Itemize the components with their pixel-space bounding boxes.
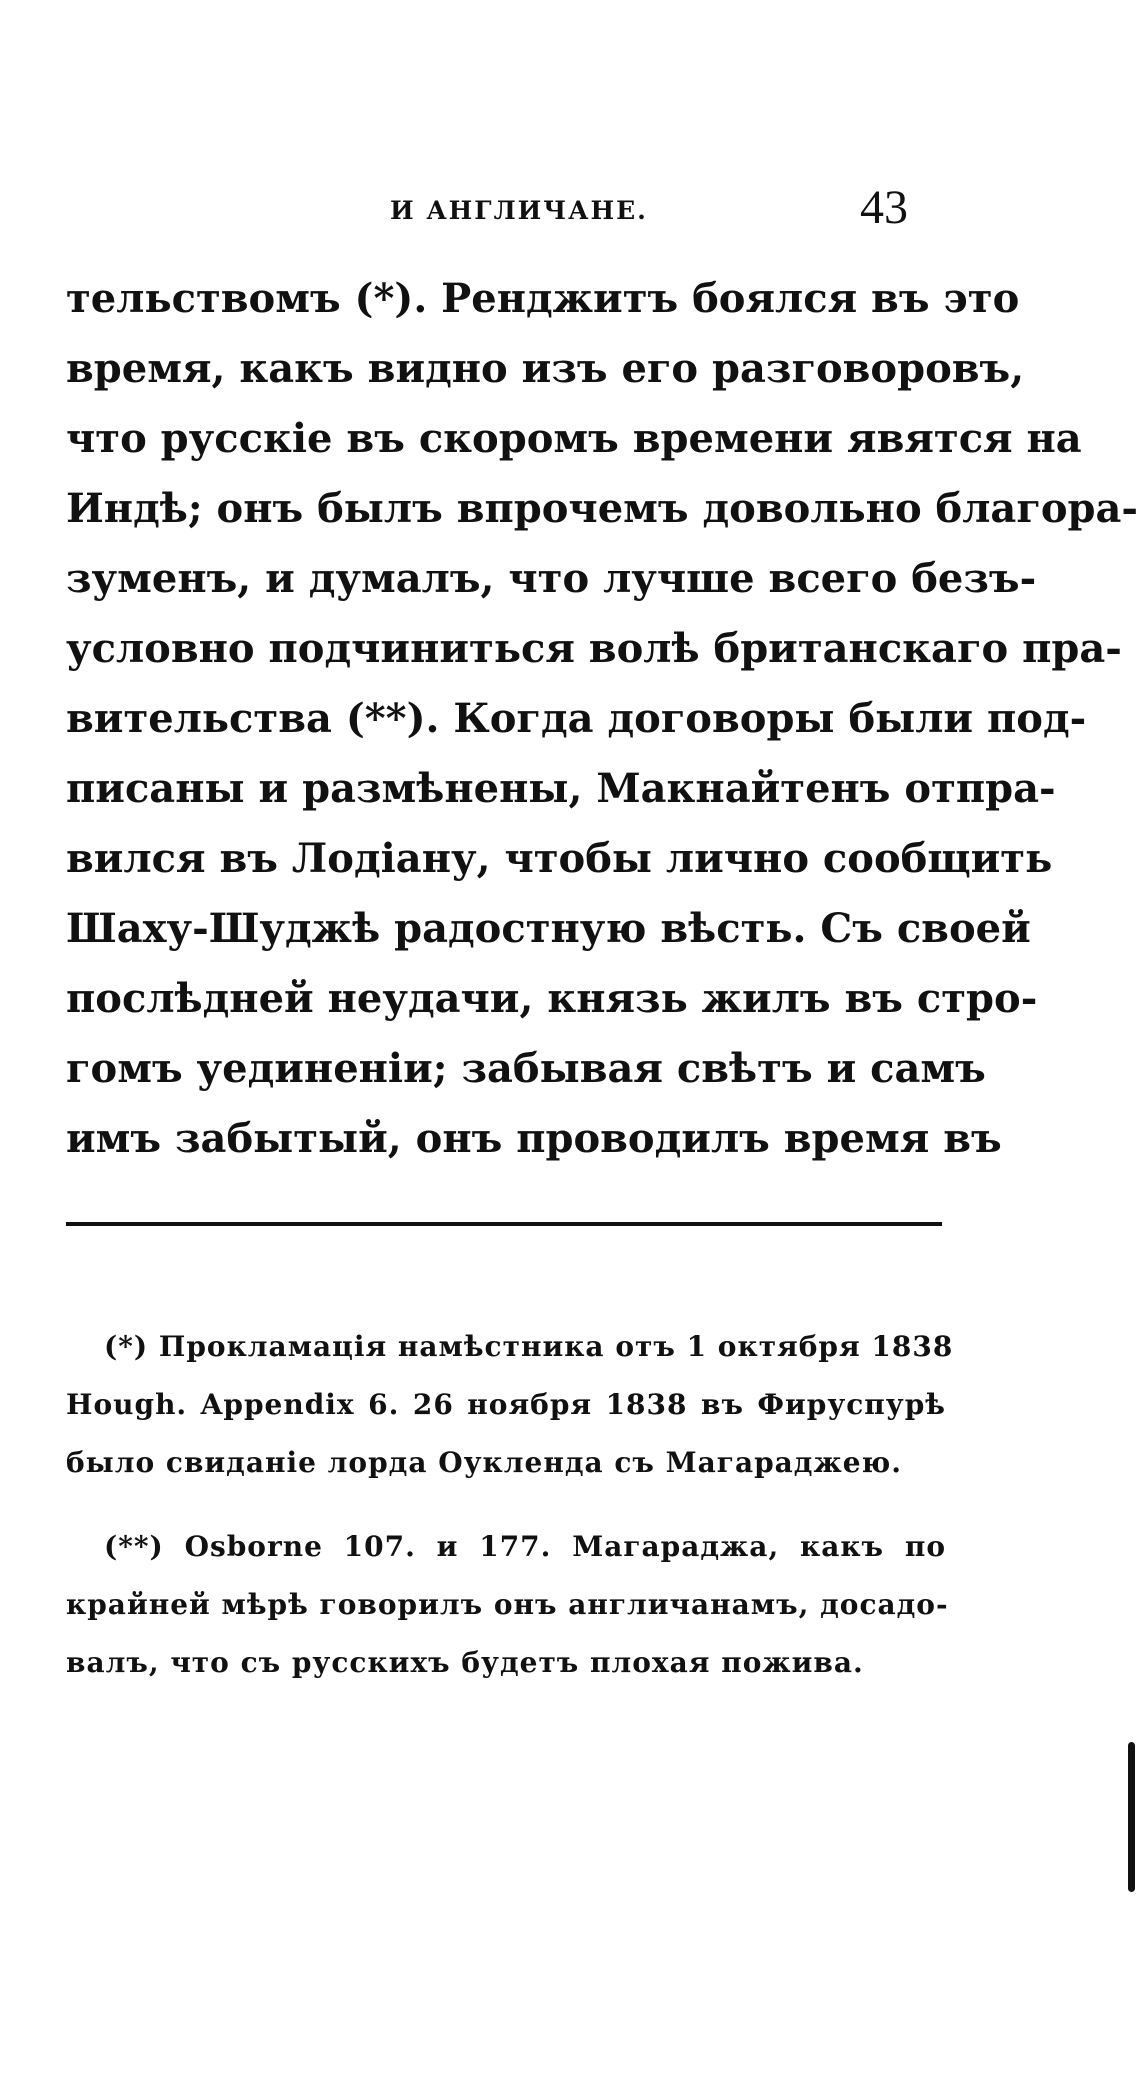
- body-line: вился въ Лодіану, чтобы лично сообщить: [66, 835, 1053, 882]
- footnote-spacer: [66, 1492, 946, 1518]
- scan-edge-mark: [1128, 1742, 1135, 1892]
- body-line: что русскіе въ скоромъ времени явятся на: [66, 415, 1082, 462]
- footnote-line: Hough. Appendix 6. 26 ноября 1838 въ Фируспурѣ: [66, 1388, 946, 1421]
- body-line: писаны и размѣнены, Макнайтенъ отпра-: [66, 765, 1056, 812]
- body-line: зуменъ, и думалъ, что лучше всего безъ-: [66, 555, 1037, 602]
- footnote-line: (*) Прокламація намѣстника отъ 1 октября 1838: [104, 1330, 954, 1363]
- footnote-line: (**) Osborne 107. и 177. Магараджа, какъ по: [104, 1530, 946, 1563]
- body-line: послѣдней неудачи, князь жилъ въ стро-: [66, 975, 1038, 1022]
- body-line: Индѣ; онъ былъ впрочемъ довольно благора-: [66, 485, 1139, 532]
- footnote-line: крайней мѣрѣ говорилъ онъ англичанамъ, досадо-: [66, 1588, 949, 1621]
- body-line: условно подчиниться волѣ британскаго пра-: [66, 625, 1122, 672]
- footnotes: [66, 1318, 954, 1692]
- body-line: время, какъ видно изъ его разговоровъ,: [66, 345, 1025, 392]
- body-line: вительства (**). Когда договоры были под-: [66, 695, 1087, 742]
- body-line: гомъ уединеніи; забывая свѣтъ и самъ: [66, 1045, 986, 1092]
- running-head: И АНГЛИЧАНЕ.: [390, 196, 648, 225]
- footnote-line: валъ, что съ русскихъ будетъ плохая пожива.: [66, 1646, 864, 1679]
- body-text: [66, 264, 1139, 1174]
- footnote-rule: [66, 1222, 942, 1226]
- body-line: тельствомъ (*). Ренджитъ боялся въ это: [66, 275, 1020, 322]
- body-line: Шаху-Шуджѣ радостную вѣсть. Съ своей: [66, 905, 1031, 952]
- page-number: 43: [860, 181, 908, 234]
- footnote-line: было свиданіе лорда Оукленда съ Магараджею.: [66, 1446, 903, 1479]
- body-line: имъ забытый, онъ проводилъ время въ: [66, 1115, 1002, 1162]
